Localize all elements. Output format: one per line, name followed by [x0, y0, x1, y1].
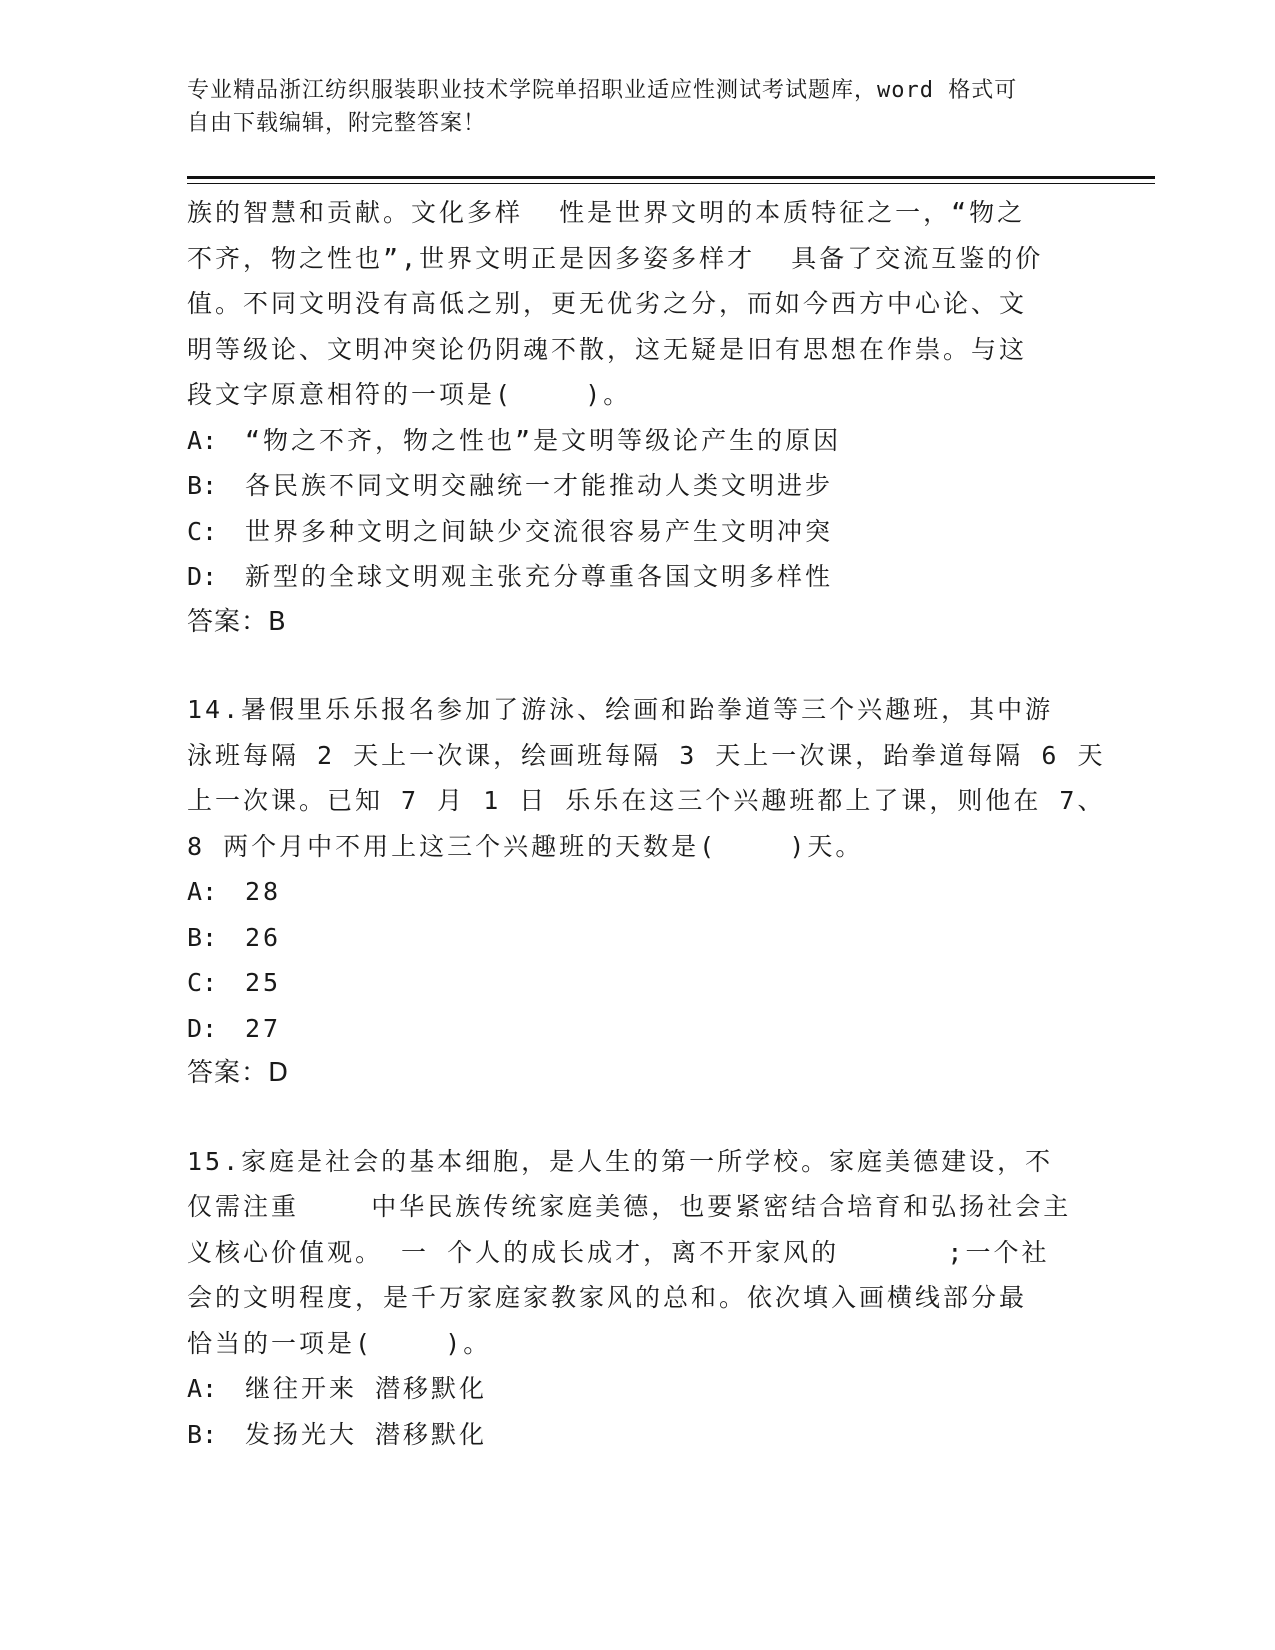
- option-letter: A:: [187, 1374, 218, 1403]
- question-line: 不齐，物之性也”,世界文明正是因多姿多样才 具备了交流互鉴的价: [187, 243, 1044, 273]
- option-text: 发扬光大 潜移默化: [245, 1419, 488, 1449]
- question-line: 泳班每隔 2 天上一次课，绘画班每隔 3 天上一次课，跆拳道每隔 6 天: [187, 740, 1106, 770]
- question-line: 14.暑假里乐乐报名参加了游泳、绘画和跆拳道等三个兴趣班，其中游: [187, 695, 1054, 724]
- option-text: 继往开来 潜移默化: [245, 1374, 488, 1403]
- option-letter: C:: [187, 968, 218, 997]
- document-body: [187, 190, 1106, 1457]
- option-letter: B:: [187, 471, 218, 500]
- option-text: “物之不齐，物之性也”是文明等级论产生的原因: [245, 425, 842, 455]
- header-divider-thin: [187, 183, 1155, 184]
- option-d: [187, 554, 1087, 600]
- option-b: [187, 1412, 1087, 1458]
- option-letter: D:: [187, 1013, 218, 1043]
- option-text: 各民族不同文明交融统一才能推动人类文明进步: [245, 471, 834, 500]
- question-14: [187, 687, 1106, 1097]
- question-line: 明等级论、文明冲突论仍阴魂不散，这无疑是旧有思想在作祟。与这: [187, 334, 1028, 364]
- question-line: 值。不同文明没有高低之别，更无优劣之分，而如今西方中心论、文: [187, 289, 1028, 318]
- option-letter: C:: [187, 516, 218, 546]
- question-line: 义核心价值观。 一 个人的成长成才，离不开家风的 ;一个社: [187, 1237, 1050, 1267]
- question-line: 会的文明程度，是千万家庭家教家风的总和。依次填入画横线部分最: [187, 1283, 1028, 1312]
- answer-line: 答案：B: [187, 606, 287, 637]
- option-text: 26: [245, 922, 282, 952]
- option-letter: D:: [187, 562, 218, 591]
- header-line-2: 自由下载编辑，附完整答案！: [187, 111, 487, 136]
- question-13: [187, 190, 1087, 645]
- question-15: [187, 1139, 1087, 1458]
- question-line: 恰当的一项是( )。: [187, 1328, 492, 1358]
- spacer: [187, 645, 1087, 687]
- question-line: 上一次课。已知 7 月 1 日 乐乐在这三个兴趣班都上了课，则他在 7、: [187, 786, 1106, 815]
- option-a: [187, 869, 1087, 915]
- spacer: [187, 1097, 1087, 1139]
- header-divider-thick: [187, 176, 1155, 179]
- option-letter: B:: [187, 922, 218, 952]
- option-letter: B:: [187, 1419, 218, 1449]
- header-line-1: 专业精品浙江纺织服装职业技术学院单招职业适应性测试考试题库，word 格式可: [187, 78, 1018, 103]
- option-a: [187, 418, 1087, 464]
- question-line: 8 两个月中不用上这三个兴趣班的天数是( )天。: [187, 831, 864, 861]
- option-b: [187, 463, 1087, 509]
- option-letter: A:: [187, 425, 218, 455]
- question-line: 15.家庭是社会的基本细胞，是人生的第一所学校。家庭美德建设，不: [187, 1146, 1054, 1176]
- option-letter: A:: [187, 877, 218, 906]
- option-text: 新型的全球文明观主张充分尊重各国文明多样性: [245, 562, 834, 591]
- option-d: [187, 1006, 1087, 1052]
- option-text: 世界多种文明之间缺少交流很容易产生文明冲突: [245, 516, 834, 546]
- question-line: 族的智慧和贡献。文化多样 性是世界文明的本质特征之一，“物之: [187, 198, 1026, 227]
- option-c: [187, 960, 1087, 1006]
- option-text: 28: [245, 877, 282, 906]
- question-line: 段文字原意相符的一项是( )。: [187, 380, 632, 409]
- option-text: 27: [245, 1013, 282, 1043]
- option-text: 25: [245, 968, 282, 997]
- question-line: 仅需注重 中华民族传统家庭美德，也要紧密结合培育和弘扬社会主: [187, 1192, 1072, 1221]
- option-b: [187, 915, 1087, 961]
- document-header: [187, 74, 1087, 140]
- answer-line: 答案：D: [187, 1058, 290, 1088]
- option-c: [187, 509, 1087, 555]
- option-a: [187, 1366, 1087, 1412]
